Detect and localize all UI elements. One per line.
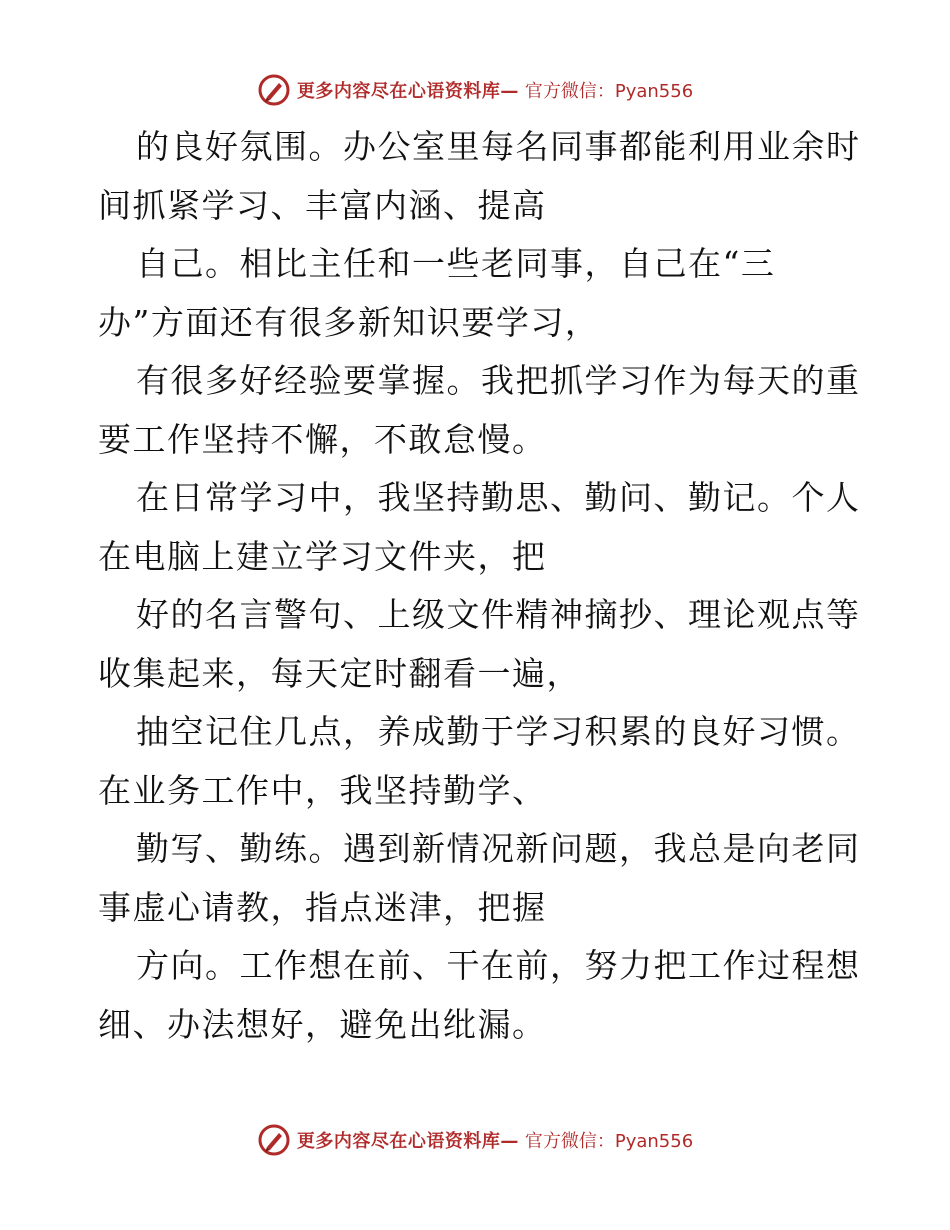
- text-line: 在业务工作中，我坚持勤学、: [98, 770, 547, 810]
- text-line: 收集起来，每天定时翻看一遍，: [98, 653, 581, 693]
- text-line: 勤写、勤练。遇到新情况新问题，我总是向老同: [136, 829, 861, 868]
- footer-banner-inner: [257, 1123, 693, 1157]
- text-line: 在日常学习中，我坚持勤思、勤问、勤记。个人: [136, 478, 861, 517]
- text-line: 好的名言警句、上级文件精神摘抄、理论观点等: [136, 595, 861, 634]
- text-line: 细、办法想好，避免出纰漏。: [98, 1004, 547, 1044]
- text-line: 抽空记住几点，养成勤于学习积累的良好习惯。: [136, 712, 861, 751]
- pen-logo-icon: [257, 1123, 291, 1157]
- text-line: 的良好氛围。办公室里每名同事都能利用业余时: [136, 127, 861, 166]
- header-banner-text: 更多内容尽在心语资料库—: [296, 81, 519, 102]
- text-line: 间抓紧学习、丰富内涵、提高: [98, 185, 547, 225]
- footer-banner-contact: 官方微信：Pyan556: [524, 1131, 694, 1152]
- text-line: 办”方面还有很多新知识要学习，: [98, 302, 600, 342]
- footer-banner-text: 更多内容尽在心语资料库—: [296, 1131, 519, 1152]
- footer-banner: [0, 1120, 950, 1160]
- text-line: 自己。相比主任和一些老同事，自己在“三: [136, 244, 776, 283]
- document-body: [98, 118, 861, 1054]
- header-banner-contact: 官方微信：Pyan556: [524, 81, 694, 102]
- pen-logo-icon: [257, 73, 291, 107]
- text-line: 有很多好经验要掌握。我把抓学习作为每天的重: [136, 361, 861, 400]
- header-banner-inner: [257, 73, 693, 107]
- text-line: 在电脑上建立学习文件夹，把: [98, 536, 547, 576]
- text-line: 要工作坚持不懈，不敢怠慢。: [98, 419, 547, 459]
- text-line: 事虚心请教，指点迷津，把握: [98, 887, 547, 927]
- text-line: 方向。工作想在前、干在前，努力把工作过程想: [136, 946, 861, 985]
- header-banner: [0, 70, 950, 110]
